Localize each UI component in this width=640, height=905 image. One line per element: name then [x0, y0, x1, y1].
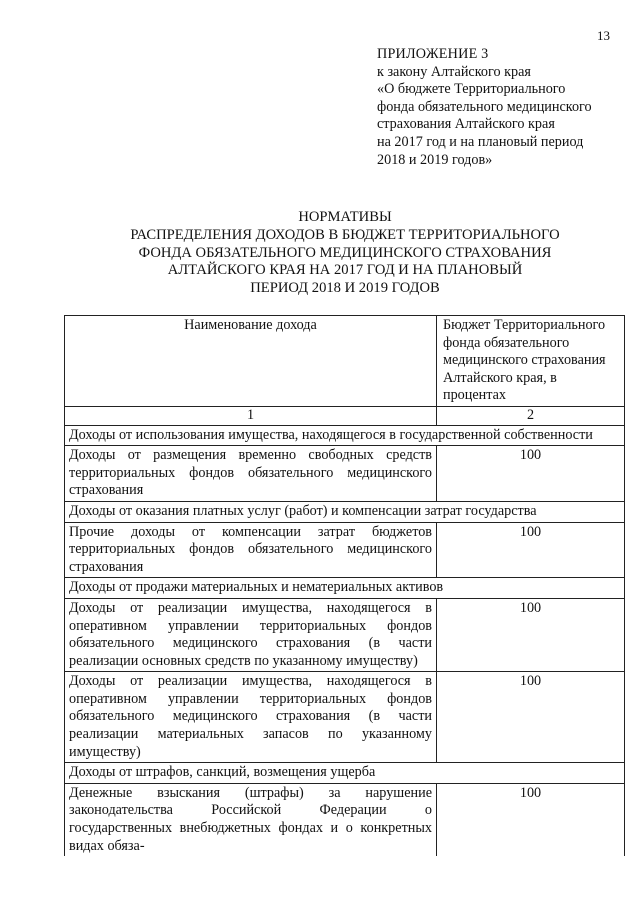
document-heading [96, 209, 594, 298]
heading-line: ФОНДА ОБЯЗАТЕЛЬНОГО МЕДИЦИНСКОГО СТРАХОВАНИЯ [138, 244, 552, 261]
table-header-row [65, 316, 625, 407]
appendix-line: 2018 и 2019 годов» [377, 151, 493, 168]
group-name: Доходы от штрафов, санкций, возмещения ущерба [65, 763, 625, 784]
table-row [65, 522, 625, 578]
column-number: 1 [65, 406, 437, 425]
page-number: 13 [597, 28, 610, 43]
appendix-line: к закону Алтайского края [377, 63, 531, 80]
table-row [65, 672, 625, 763]
income-percent: 100 [437, 522, 625, 578]
income-name: Доходы от реализации имущества, находящегося в оперативном управлении территориальных фондов обязательного медицинского страхования (в части реализации материальных запасов по указанному имуществу) [65, 672, 437, 763]
income-percent: 100 [437, 598, 625, 671]
table-row-group [65, 578, 625, 599]
table-row-group [65, 763, 625, 784]
group-name: Доходы от продажи материальных и нематериальных активов [65, 578, 625, 599]
income-percent: 100 [437, 672, 625, 763]
column-header-budget-percent: Бюджет Территориального фонда обязательного медицинского страхования Алтайского края, в процентах [437, 316, 625, 407]
table-row [65, 783, 625, 856]
appendix-line: страхования Алтайского края [377, 116, 555, 133]
heading-line: АЛТАЙСКОГО КРАЯ НА 2017 ГОД И НА ПЛАНОВЫЙ [167, 262, 523, 279]
group-name: Доходы от оказания платных услуг (работ) и компенсации затрат государства [65, 501, 625, 522]
income-name: Прочие доходы от компенсации затрат бюджетов территориальных фондов обязательного медицинского страхования [65, 522, 437, 578]
column-header-income-name: Наименование дохода [65, 316, 437, 407]
table-row [65, 446, 625, 502]
heading-line: РАСПРЕДЕЛЕНИЯ ДОХОДОВ В БЮДЖЕТ ТЕРРИТОРИАЛЬНОГО [130, 226, 560, 243]
table-row-group [65, 501, 625, 522]
income-name: Денежные взыскания (штрафы) за нарушение законодательства Российской Федерации о государственных внебюджетных фондах и о конкретных видах обяза- [65, 783, 437, 856]
column-number-row [65, 406, 625, 425]
income-distribution-table [64, 315, 625, 856]
income-percent: 100 [437, 783, 625, 856]
heading-title: НОРМАТИВЫ [298, 209, 392, 225]
income-percent: 100 [437, 446, 625, 502]
table-row [65, 598, 625, 671]
appendix-line: фонда обязательного медицинского [377, 98, 592, 115]
column-number: 2 [437, 406, 625, 425]
group-name: Доходы от использования имущества, находящегося в государственной собственности [65, 425, 625, 446]
income-name: Доходы от реализации имущества, находящегося в оперативном управлении территориальных фондов обязательного медицинского страхования (в части реализации основных средств по указанному имуществу) [65, 598, 437, 671]
appendix-title: ПРИЛОЖЕНИЕ 3 [377, 46, 489, 62]
heading-line: ПЕРИОД 2018 И 2019 ГОДОВ [250, 280, 440, 297]
income-name: Доходы от размещения временно свободных средств территориальных фондов обязательного медицинского страхования [65, 446, 437, 502]
table-row-group [65, 425, 625, 446]
appendix-block [377, 46, 617, 169]
appendix-line: на 2017 год и на плановый период [377, 133, 584, 150]
appendix-line: «О бюджете Территориального [377, 81, 566, 98]
